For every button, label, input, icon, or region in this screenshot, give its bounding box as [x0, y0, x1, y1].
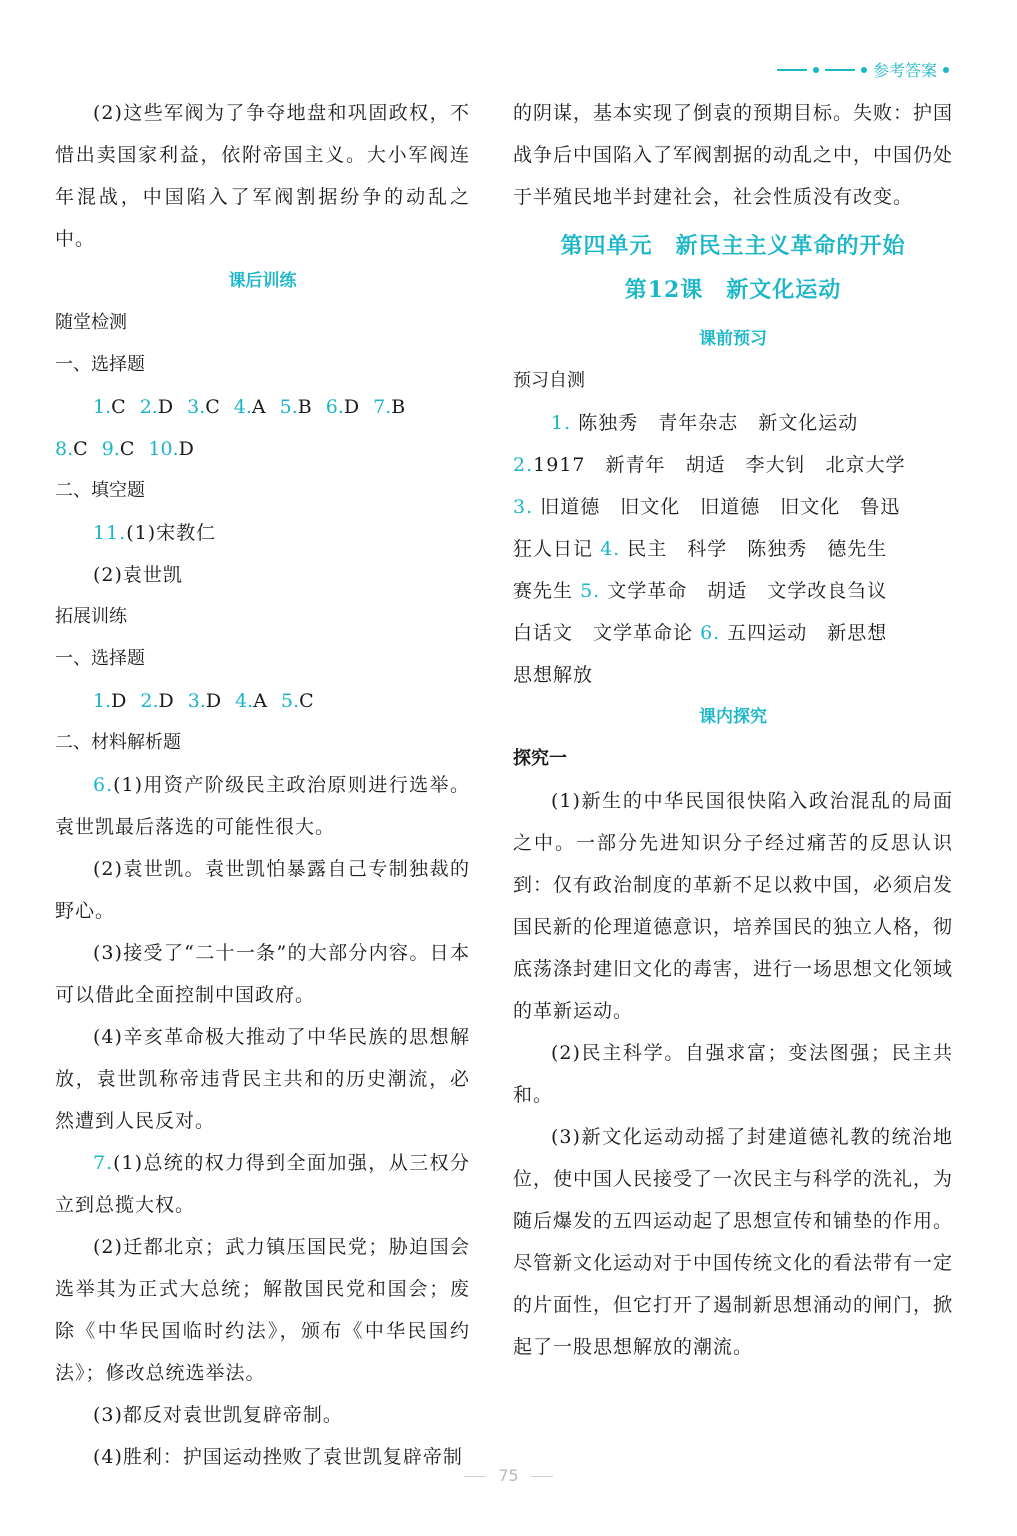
inquiry-answer-2: (2)民主科学。自强求富；变法图强；民主共和。	[513, 1042, 953, 1106]
header-rule	[777, 69, 807, 71]
fill-answer-line: 狂人日记 4. 民主 科学 陈独秀 德先生	[513, 538, 888, 560]
q6-part2: (2)袁世凯。袁世凯怕暴露自己专制独裁的野心。	[55, 858, 470, 922]
subsection-classroom-check: 随堂检测	[55, 312, 127, 333]
unit-title: 第四单元 新民主主义革命的开始	[560, 233, 906, 259]
inquiry-one-heading: 探究一	[513, 748, 567, 769]
page-number-dash	[464, 1476, 486, 1477]
mc-answer: 8.C	[55, 438, 88, 460]
q7-part4: (4)胜利：护国运动挫败了袁世凯复辟帝制	[93, 1446, 463, 1468]
mc-answer: 7.B	[373, 396, 406, 418]
right-column	[513, 92, 953, 1368]
mc-answer: 3.D	[187, 690, 222, 712]
mc-answer: 4.A	[233, 396, 266, 418]
mc-answer-row-2	[55, 428, 470, 470]
header-dot	[813, 67, 819, 73]
mc-answer: 5.C	[281, 690, 314, 712]
inquiry-answer-1: (1)新生的中华民国很快陷入政治混乱的局面之中。一部分先进知识分子经过痛苦的反思认识到：仅有政治制度的革新不足以救中国，必须启发国民新的伦理道德意识，培养国民的独立人格，彻底荡涤封建旧文化的毒害，进行一场思想文化领域的革新运动。	[513, 790, 954, 1022]
q7-part2: (2)迁都北京；武力镇压国民党；胁迫国会选举其为正式大总统；解散国民党和国会；废除《中华民国临时约法》，颁布《中华民国约法》；修改总统选举法。	[55, 1236, 470, 1384]
mc-answer-row-3	[55, 680, 470, 722]
fill-answer-line: 白话文 文学革命论 6. 五四运动 新思想	[513, 622, 888, 644]
continuation-paragraph: 的阴谋，基本实现了倒袁的预期目标。失败：护国战争后中国陷入了军阀割据的动乱之中，中国仍处于半殖民地半封建社会，社会性质没有改变。	[513, 102, 954, 208]
subsection-preview-test: 预习自测	[513, 370, 585, 391]
q7-part1: 7.(1)总统的权力得到全面加强，从三权分立到总揽大权。	[55, 1152, 470, 1216]
section-heading-preview: 课前预习	[699, 329, 767, 349]
subsection-extension: 拓展训练	[55, 606, 127, 627]
q6-part4: (4)辛亥革命极大推动了中华民族的思想解放，袁世凯称帝违背民主共和的历史潮流，必然遭到人民反对。	[55, 1026, 470, 1132]
header-label: 参考答案	[872, 61, 937, 80]
answer-key-header	[777, 58, 949, 81]
section-heading-after-class: 课后训练	[228, 271, 297, 291]
mc-answer: 1.D	[93, 690, 127, 712]
part-material-analysis: 二、材料解析题	[55, 732, 181, 753]
fill-answer-line: 2.1917 新青年 胡适 李大钊 北京大学	[513, 454, 906, 476]
page-number: 75	[0, 1466, 1017, 1485]
fill-answer-line: 赛先生 5. 文学革命 胡适 文学改良刍议	[513, 580, 888, 602]
q11-part2: (2)袁世凯	[93, 564, 183, 586]
mc-answer: 5.B	[279, 396, 312, 418]
lesson-title: 第12课 新文化运动	[624, 277, 842, 303]
left-column	[55, 92, 470, 1478]
mc-answer-row-1	[55, 386, 470, 428]
mc-answer: 9.C	[101, 438, 135, 460]
header-dot	[861, 67, 867, 73]
mc-answer: 2.D	[139, 396, 174, 418]
q11-part1: 11.(1)宋教仁	[93, 522, 217, 544]
fill-answer-line: 3. 旧道德 旧文化 旧道德 旧文化 鲁迅	[513, 496, 901, 518]
part-fill-in: 二、填空题	[55, 480, 145, 501]
inquiry-answer-3: (3)新文化运动动摇了封建道德礼教的统治地位，使中国人民接受了一次民主与科学的洗礼，为随后爆发的五四运动起了思想宣传和铺垫的作用。尽管新文化运动对于中国传统文化的看法带有一定的片面性，但它打开了遏制新思想涌动的闸门，掀起了一股思想解放的潮流。	[513, 1126, 954, 1358]
mc-answer: 2.D	[140, 690, 174, 712]
mc-answer: 6.D	[325, 396, 360, 418]
mc-answer: 1.C	[93, 396, 126, 418]
q7-part3: (3)都反对袁世凯复辟帝制。	[93, 1404, 343, 1426]
mc-answer: 3.C	[187, 396, 220, 418]
part-multiple-choice-2: 一、选择题	[55, 648, 145, 669]
fill-answer-line: 思想解放	[513, 664, 594, 686]
continuation-paragraph: (2)这些军阀为了争夺地盘和巩固政权，不惜出卖国家利益，依附帝国主义。大小军阀连年混战，中国陷入了军阀割据纷争的动乱之中。	[55, 102, 470, 250]
part-multiple-choice-1: 一、选择题	[55, 354, 145, 375]
page-number-dash	[531, 1476, 553, 1477]
header-rule	[825, 69, 855, 71]
q6-part3: (3)接受了“二十一条”的大部分内容。日本可以借此全面控制中国政府。	[55, 942, 470, 1006]
q6-part1: 6.(1)用资产阶级民主政治原则进行选举。袁世凯最后落选的可能性很大。	[55, 774, 470, 838]
mc-answer: 4.A	[235, 690, 267, 712]
header-dot	[943, 67, 949, 73]
mc-answer: 10.D	[148, 438, 194, 460]
fill-answer-line: 1. 陈独秀 青年杂志 新文化运动	[551, 412, 859, 434]
section-heading-in-class: 课内探究	[699, 707, 767, 727]
